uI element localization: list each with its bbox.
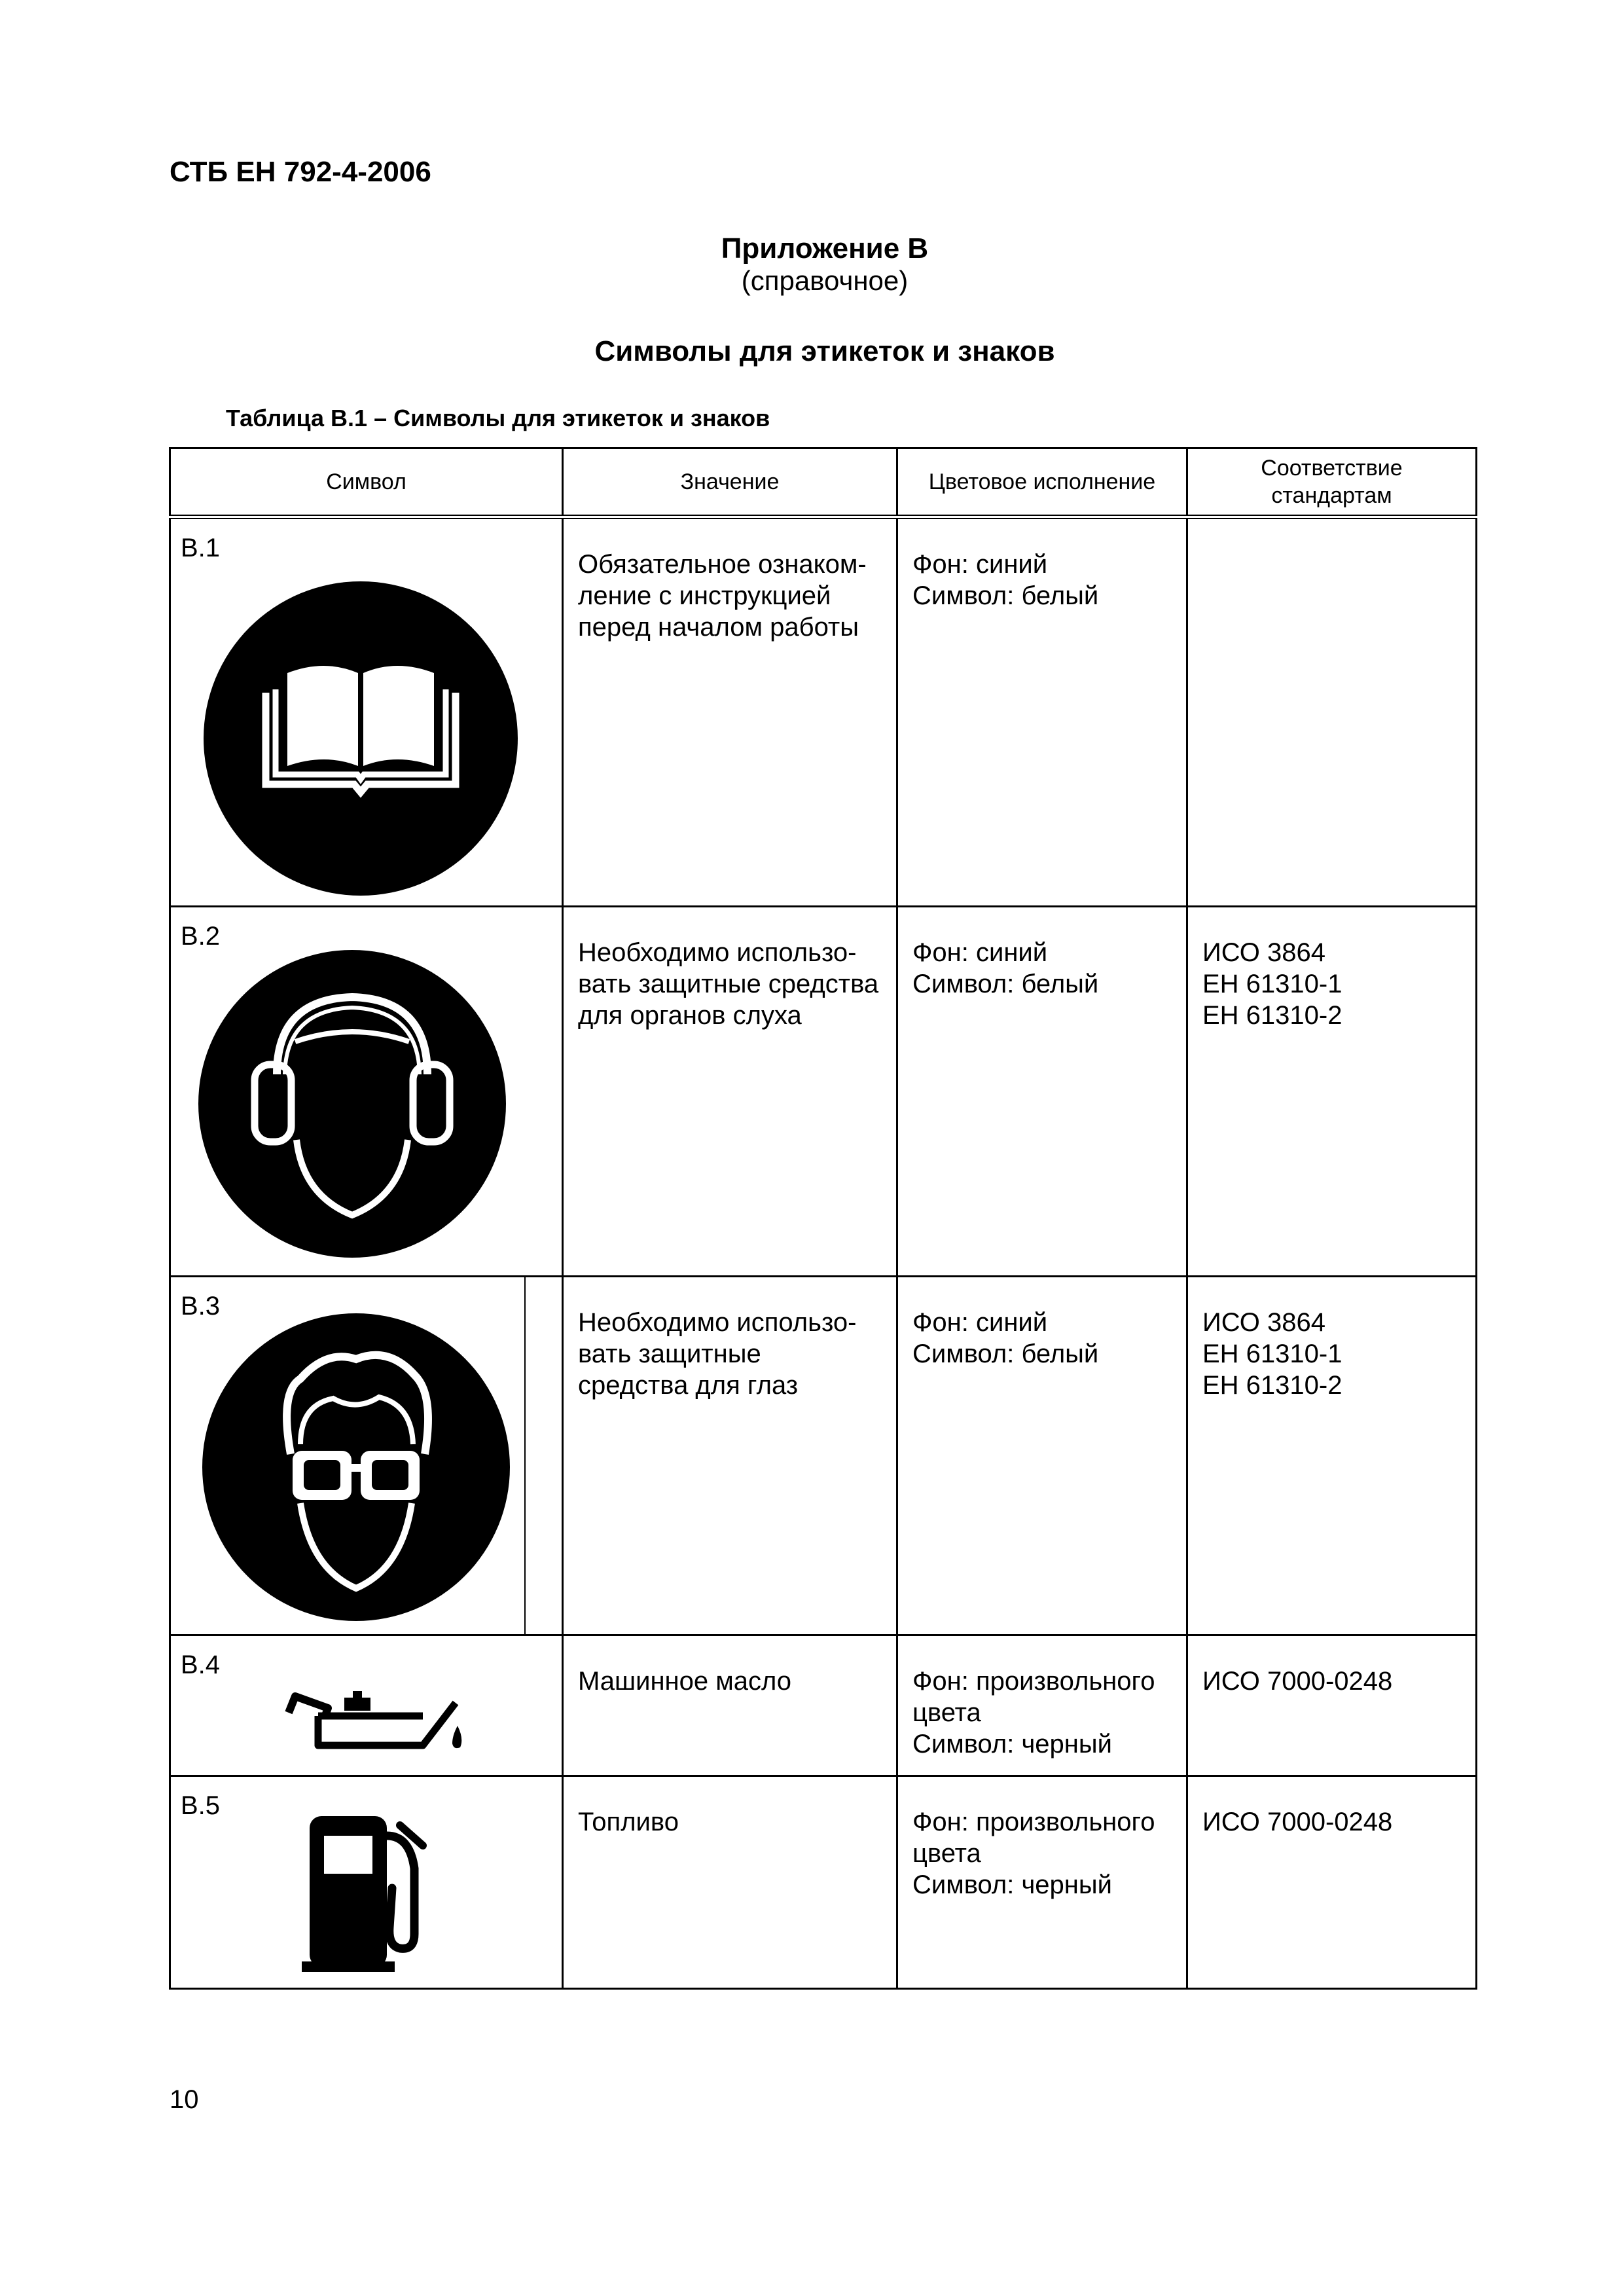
meaning-cell bbox=[564, 1636, 896, 1697]
meaning-line: средства для глаз bbox=[578, 1371, 799, 1400]
page-number: 10 bbox=[170, 2085, 199, 2114]
color-line: Символ: белый bbox=[912, 581, 1099, 610]
standards-cell bbox=[1188, 1777, 1475, 1838]
row-number: В.5 bbox=[181, 1791, 221, 1820]
standard-line: ИСО 7000-0248 bbox=[1202, 1808, 1393, 1836]
color-line: цвета bbox=[912, 1839, 981, 1868]
standards-cell bbox=[1187, 517, 1477, 907]
meaning-line: Необходимо использо- bbox=[578, 1308, 857, 1337]
color-cell bbox=[898, 1277, 1186, 1370]
row-number: В.1 bbox=[181, 534, 221, 562]
symbol-cell bbox=[171, 1636, 562, 1775]
meaning-line: Обязательное ознаком- bbox=[578, 550, 867, 579]
row-number: В.2 bbox=[181, 922, 221, 951]
color-line: Символ: черный bbox=[912, 1730, 1112, 1758]
color-line: Фон: синий bbox=[912, 550, 1048, 579]
row-number: В.4 bbox=[181, 1650, 221, 1679]
standard-line: ЕН 61310-1 bbox=[1202, 970, 1343, 998]
meaning-line: Машинное масло bbox=[578, 1667, 792, 1696]
table-row bbox=[170, 1776, 1477, 1989]
section-title: Символы для этикеток и знаков bbox=[594, 335, 1055, 367]
cell-divider bbox=[524, 1277, 526, 1634]
read-instructions-icon bbox=[204, 581, 518, 896]
color-line: Символ: черный bbox=[912, 1870, 1112, 1899]
document-code: СТБ ЕН 792-4-2006 bbox=[170, 156, 431, 188]
fuel-pump-icon bbox=[302, 1810, 433, 1980]
meaning-line: для органов слуха bbox=[578, 1001, 802, 1030]
meaning-cell bbox=[564, 907, 896, 1031]
color-line: Фон: произвольного bbox=[912, 1808, 1155, 1836]
meaning-line: вать защитные средства bbox=[578, 970, 879, 998]
symbols-table-wrapper bbox=[169, 447, 1477, 1990]
table-row bbox=[170, 1635, 1477, 1776]
row-number: В.3 bbox=[181, 1292, 221, 1321]
meaning-line: вать защитные bbox=[578, 1339, 761, 1368]
color-cell bbox=[898, 907, 1186, 1000]
meaning-line: перед началом работы bbox=[578, 613, 859, 642]
standards-cell bbox=[1188, 907, 1475, 1031]
table-row bbox=[170, 1277, 1477, 1635]
symbol-cell bbox=[171, 1277, 562, 1634]
header-meaning: Значение bbox=[563, 448, 897, 517]
color-line: Фон: синий bbox=[912, 1308, 1048, 1337]
color-cell bbox=[898, 1777, 1186, 1901]
standard-line: ИСО 3864 bbox=[1202, 1308, 1325, 1337]
header-symbol: Символ bbox=[170, 448, 563, 517]
standard-line: ЕН 61310-2 bbox=[1202, 1371, 1343, 1400]
standard-line: ЕН 61310-2 bbox=[1202, 1001, 1343, 1030]
header-color: Цветовое исполнение bbox=[897, 448, 1187, 517]
symbol-cell bbox=[171, 519, 562, 905]
meaning-cell bbox=[564, 519, 896, 643]
meaning-cell bbox=[564, 1277, 896, 1401]
color-cell bbox=[898, 519, 1186, 611]
header-standards-line1: Соответствие bbox=[1261, 456, 1403, 481]
color-cell bbox=[898, 1636, 1186, 1760]
annex-title: Приложение В bbox=[721, 232, 929, 264]
table-caption: Таблица В.1 – Символы для этикеток и знаков bbox=[226, 405, 770, 431]
oil-can-icon bbox=[282, 1677, 465, 1762]
standards-cell bbox=[1188, 1636, 1475, 1697]
meaning-cell bbox=[564, 1777, 896, 1838]
header-standards-line2: стандартам bbox=[1271, 483, 1392, 508]
symbol-cell bbox=[171, 1777, 562, 1988]
eye-protection-icon bbox=[202, 1313, 510, 1621]
table-row bbox=[170, 907, 1477, 1277]
table-header-row bbox=[170, 448, 1477, 517]
meaning-line: ление с инструкцией bbox=[578, 581, 831, 610]
color-line: Символ: белый bbox=[912, 1339, 1099, 1368]
symbols-table bbox=[169, 447, 1477, 1990]
header-standards bbox=[1187, 448, 1477, 517]
color-line: Символ: белый bbox=[912, 970, 1099, 998]
symbol-cell bbox=[171, 907, 562, 1275]
color-line: Фон: произвольного bbox=[912, 1667, 1155, 1696]
standards-cell bbox=[1188, 1277, 1475, 1401]
meaning-line: Необходимо использо- bbox=[578, 938, 857, 967]
table-row bbox=[170, 517, 1477, 907]
meaning-line: Топливо bbox=[578, 1808, 679, 1836]
color-line: Фон: синий bbox=[912, 938, 1048, 967]
standard-line: ИСО 3864 bbox=[1202, 938, 1325, 967]
ear-protection-icon bbox=[198, 950, 506, 1258]
color-line: цвета bbox=[912, 1698, 981, 1727]
annex-subtitle: (справочное) bbox=[741, 265, 909, 296]
standard-line: ИСО 7000-0248 bbox=[1202, 1667, 1393, 1696]
standard-line: ЕН 61310-1 bbox=[1202, 1339, 1343, 1368]
